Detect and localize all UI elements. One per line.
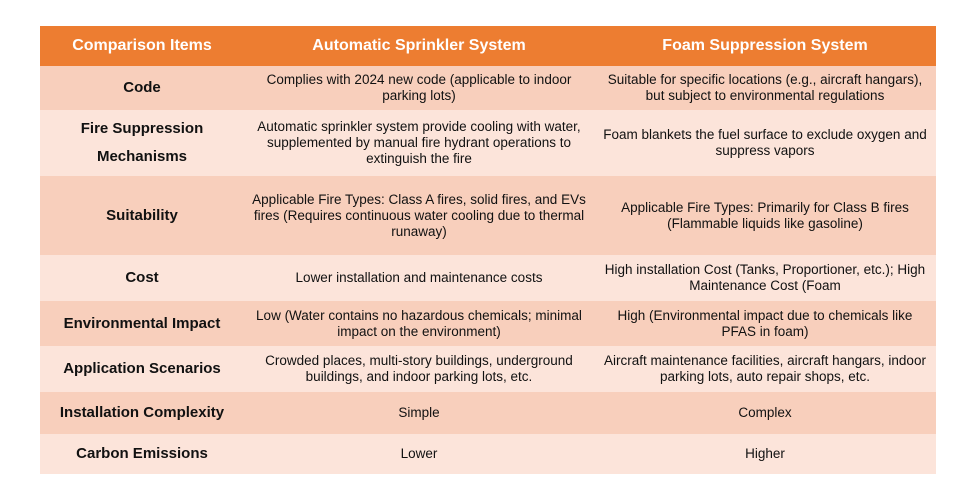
row-label: Environmental Impact [40,301,244,346]
table-row [40,434,936,474]
header-foam-suppression-system: Foam Suppression System [594,26,936,66]
header-automatic-sprinkler-system: Automatic Sprinkler System [244,26,594,66]
header-comparison-items: Comparison Items [40,26,244,66]
sprinkler-cell: Crowded places, multi-story buildings, underground buildings, and indoor parking lots, etc. [244,346,594,392]
foam-cell: Applicable Fire Types: Primarily for Class B fires (Flammable liquids like gasoline) [594,176,936,255]
foam-cell: Suitable for specific locations (e.g., aircraft hangars), but subject to environmental regulations [594,66,936,110]
sprinkler-cell: Low (Water contains no hazardous chemicals; minimal impact on the environment) [244,301,594,346]
table-row [40,110,936,176]
row-label: Cost [40,255,244,301]
row-label: Suitability [40,176,244,255]
sprinkler-cell: Applicable Fire Types: Class A fires, solid fires, and EVs fires (Requires continuous water cooling due to thermal runaway) [244,176,594,255]
row-label: Carbon Emissions [40,434,244,474]
sprinkler-cell: Simple [244,392,594,434]
sprinkler-cell: Lower [244,434,594,474]
sprinkler-cell: Lower installation and maintenance costs [244,255,594,301]
table-row [40,66,936,110]
foam-cell: Higher [594,434,936,474]
comparison-table [40,26,936,474]
foam-cell: High installation Cost (Tanks, Proportioner, etc.); High Maintenance Cost (Foam [594,255,936,301]
foam-cell: Foam blankets the fuel surface to exclude oxygen and suppress vapors [594,110,936,176]
sprinkler-cell: Complies with 2024 new code (applicable to indoor parking lots) [244,66,594,110]
table-row [40,176,936,255]
foam-cell: High (Environmental impact due to chemicals like PFAS in foam) [594,301,936,346]
table-row [40,255,936,301]
table-row [40,392,936,434]
foam-cell: Aircraft maintenance facilities, aircraft hangars, indoor parking lots, auto repair shops, etc. [594,346,936,392]
row-label: Code [40,66,244,110]
header-row [40,26,936,66]
row-label: Application Scenarios [40,346,244,392]
foam-cell: Complex [594,392,936,434]
sprinkler-cell: Automatic sprinkler system provide cooling with water, supplemented by manual fire hydrant operations to extinguish the fire [244,110,594,176]
table-row [40,346,936,392]
row-label: Installation Complexity [40,392,244,434]
row-label: Fire Suppression Mechanisms [40,110,244,176]
table-row [40,301,936,346]
